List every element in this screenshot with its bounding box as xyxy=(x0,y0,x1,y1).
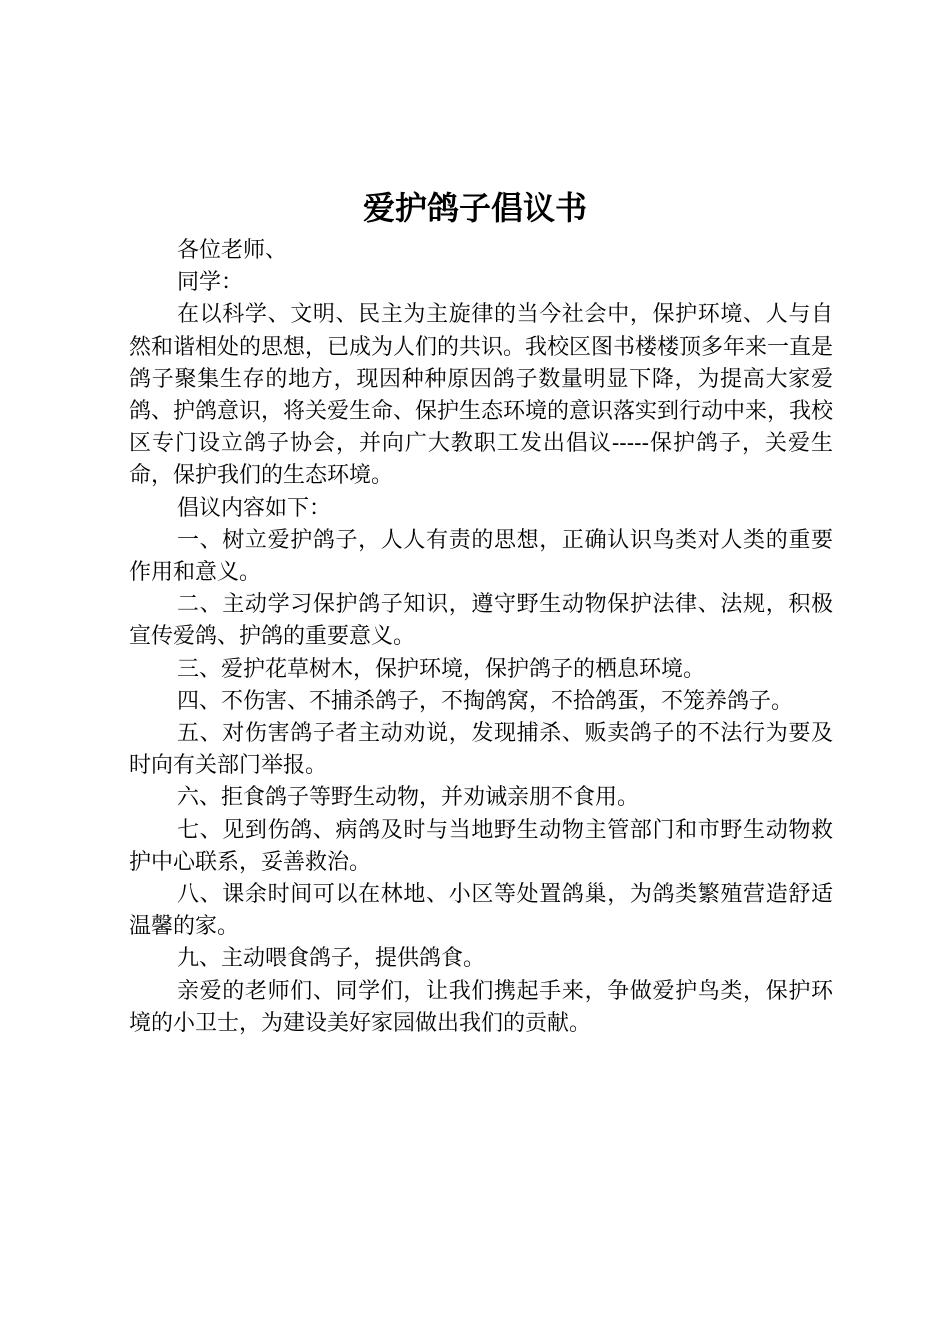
document-body xyxy=(129,235,833,1040)
intro-paragraph: 在以科学、文明、民主为主旋律的当今社会中，保护环境、人与自然和谐相处的思想，已成为人们的共识。我校区图书楼楼顶多年来一直是鸽子聚集生存的地方，现因种种原因鸽子数量明显下降，为提高大家爱鸽、护鸽意识，将关爱生命、保护生态环境的意识落实到行动中来，我校区专门设立鸽子协会，并向广大教职工发出倡议-----保护鸽子，关爱生命，保护我们的生态环境。 xyxy=(129,302,834,489)
proposal-item-6: 六、拒食鸽子等野生动物，并劝诫亲朋不食用。 xyxy=(177,785,640,811)
proposal-item-4: 四、不伤害、不捕杀鸽子，不掏鸽窝，不拾鸽蛋，不笼养鸽子。 xyxy=(177,688,794,714)
proposal-item-1: 一、树立爱护鸽子，人人有责的思想，正确认识鸟类对人类的重要作用和意义。 xyxy=(129,527,833,586)
proposal-item-8: 八、课余时间可以在林地、小区等处置鸽巢，为鸽类繁殖营造舒适温馨的家。 xyxy=(129,882,833,940)
proposal-heading: 倡议内容如下： xyxy=(177,495,332,521)
salutation-line-1: 各位老师、 xyxy=(177,238,288,263)
proposal-item-2: 二、主动学习保护鸽子知识，遵守野生动物保护法律、法规，积极宣传爱鸽、护鸽的重要意义。 xyxy=(129,592,833,650)
closing-paragraph: 亲爱的老师们、同学们，让我们携起手来，争做爱护鸟类，保护环境的小卫士，为建设美好家园做出我们的贡献。 xyxy=(129,978,833,1036)
document-title: 爱护鸽子倡议书 xyxy=(362,189,587,227)
proposal-item-3: 三、爱护花草树木，保护环境，保护鸽子的栖息环境。 xyxy=(177,656,706,682)
proposal-item-7: 七、见到伤鸽、病鸽及时与当地野生动物主管部门和市野生动物救护中心联系，妥善救治。 xyxy=(129,817,833,875)
proposal-item-9: 九、主动喂食鸽子，提供鸽食。 xyxy=(177,946,486,972)
salutation-line-2: 同学： xyxy=(177,270,244,296)
proposal-item-5: 五、对伤害鸽子者主动劝说，发现捕杀、贩卖鸽子的不法行为要及时向有关部门举报。 xyxy=(129,721,833,779)
